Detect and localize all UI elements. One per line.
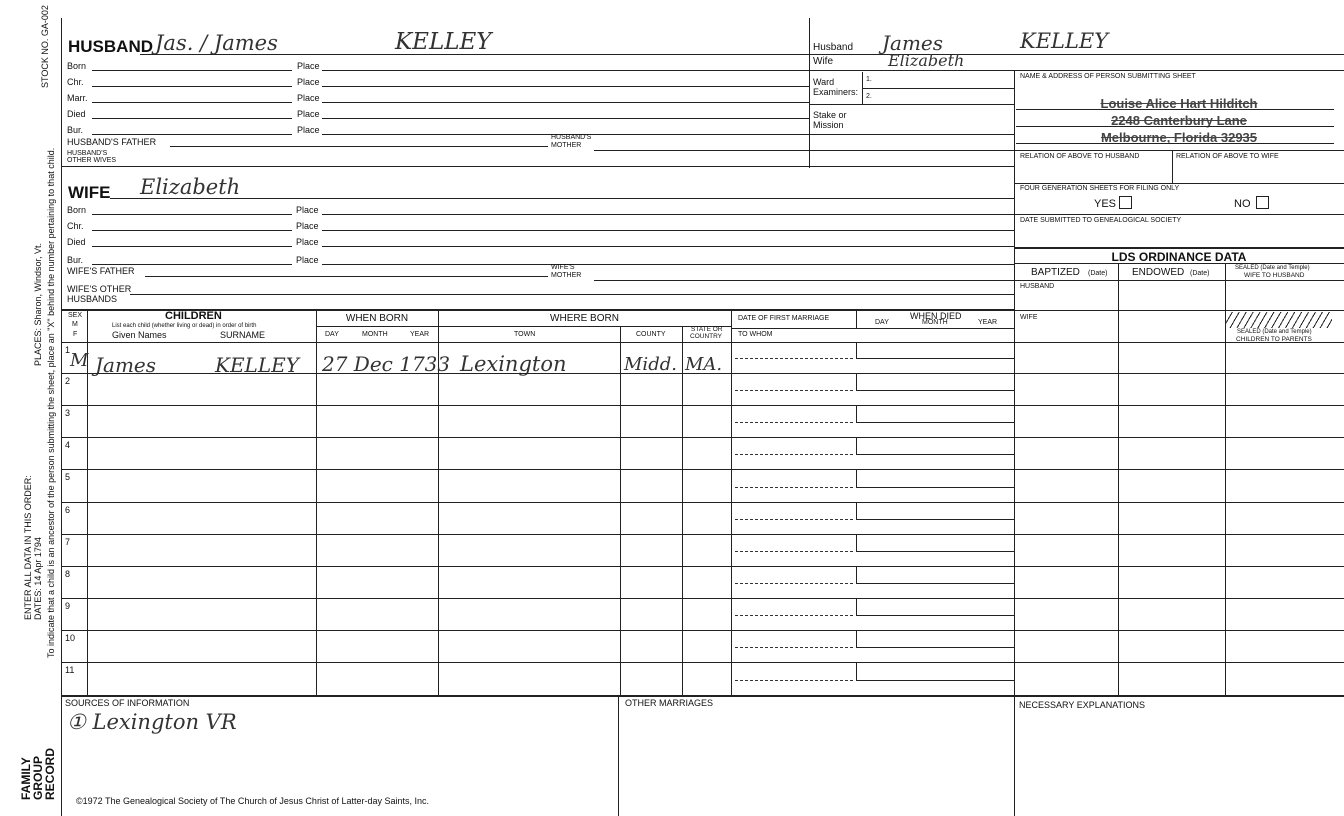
row-5-num: 5 — [65, 472, 71, 482]
husband-other-wives-label-2: OTHER WIVES — [67, 157, 117, 164]
wife-father-label: WIFE'S FATHER — [67, 266, 135, 276]
wife-bur-label: Bur. — [67, 255, 84, 265]
to-whom-label: TO WHOM — [738, 331, 773, 338]
died-month-label: MONTH — [922, 319, 948, 326]
right-panel-border — [1014, 70, 1015, 816]
where-born-label: WHERE BORN — [550, 313, 619, 324]
husband-bur-label: Bur. — [67, 125, 84, 135]
died-year-label: YEAR — [978, 319, 998, 326]
state-label-2: COUNTRY — [690, 333, 723, 340]
sealed-children-label-2: CHILDREN TO PARENTS — [1236, 336, 1312, 343]
row-3-num: 3 — [65, 408, 71, 418]
born-year-label: YEAR — [410, 331, 430, 338]
copyright: ©1972 The Genealogical Society of The Church of Jesus Christ of Latter-day Saints, Inc. — [76, 796, 429, 806]
wife-mother-label-1: WIFE'S — [551, 264, 575, 271]
husband-chr-place-label: Place — [297, 77, 320, 87]
group-label: GROUP — [31, 755, 45, 800]
row-8-num: 8 — [65, 569, 71, 579]
endowed-label: ENDOWED — [1132, 267, 1185, 278]
husband-mother-label-1: HUSBAND'S — [551, 134, 592, 141]
husband-mother-label-2: MOTHER — [551, 142, 582, 149]
husband-bur-place-label: Place — [297, 125, 320, 135]
other-marriages-label: OTHER MARRIAGES — [625, 698, 714, 708]
no-checkbox[interactable] — [1256, 196, 1269, 209]
lds-husband-label: HUSBAND — [1020, 283, 1055, 290]
tr-husband-surname: KELLEY — [1020, 29, 1109, 53]
relation-wife-label: RELATION OF ABOVE TO WIFE — [1176, 153, 1279, 160]
family-label: FAMILY — [19, 757, 33, 800]
husband-born-label: Born — [67, 61, 87, 71]
stock-number: STOCK NO. GA-002 — [40, 5, 50, 88]
source-entry: ① Lexington VR — [67, 710, 237, 734]
husband-marr-place-label: Place — [297, 93, 320, 103]
submitter-street: 2248 Canterbury Lane — [1111, 113, 1247, 128]
submitter-label: NAME & ADDRESS OF PERSON SUBMITTING SHEET — [1020, 73, 1196, 80]
wife-mother-label-2: MOTHER — [551, 272, 582, 279]
died-day-label: DAY — [875, 319, 889, 326]
stake-label-2: Mission — [813, 120, 844, 130]
sealed-hatch — [1226, 312, 1332, 328]
husband-died-label: Died — [67, 109, 86, 119]
stake-label-1: Stake or — [813, 110, 847, 120]
when-died-label: WHEN DIED — [910, 311, 962, 321]
row-1-num: 1 — [65, 345, 71, 355]
sex-label-2: M — [72, 321, 78, 328]
sex-label-1: SEX — [68, 312, 83, 319]
row-1-sex: M — [70, 350, 89, 371]
state-label-1: STATE OR — [691, 326, 723, 333]
row-11-num: 11 — [65, 665, 75, 675]
husband-other-wives-label-1: HUSBAND'S — [67, 150, 108, 157]
row-1-town: Lexington — [460, 352, 567, 376]
husband-surname: KELLEY — [395, 29, 492, 55]
husband-marr-label: Marr. — [67, 93, 88, 103]
first-marriage-label: DATE OF FIRST MARRIAGE — [738, 315, 830, 322]
sex-label-3: F — [73, 331, 78, 338]
wife-chr-label: Chr. — [67, 221, 84, 231]
husband-given: Jas. / James — [155, 31, 278, 55]
row-1-born: 27 Dec 1733 — [322, 352, 451, 376]
husband-died-place-label: Place — [297, 109, 320, 119]
yes-checkbox[interactable] — [1119, 196, 1132, 209]
wife-born-place-label: Place — [296, 205, 319, 215]
born-day-label: DAY — [325, 331, 339, 338]
row-10-num: 10 — [65, 633, 76, 643]
submitter-city: Melbourne, Florida 32935 — [1100, 130, 1258, 145]
tr-wife-value: Elizabeth — [888, 51, 965, 70]
lds-title: LDS ORDINANCE DATA — [1111, 250, 1247, 264]
endowed-date-label: (Date) — [1190, 270, 1210, 277]
date-submitted-label: DATE SUBMITTED TO GENEALOGICAL SOCIETY — [1020, 217, 1182, 224]
submitter-name: Louise Alice Hart Hilditch — [1100, 96, 1258, 111]
necessary-explanations-label: NECESSARY EXPLANATIONS — [1019, 700, 1146, 710]
wife-died-label: Died — [67, 237, 86, 247]
wife-bur-place-label: Place — [296, 255, 319, 265]
children-title: CHILDREN — [165, 310, 222, 322]
tr-husband-label: Husband — [813, 42, 854, 53]
row-9-num: 9 — [65, 601, 71, 611]
record-label: RECORD — [43, 747, 57, 800]
dates-order: DATES: 14 Apr 1794 — [33, 537, 43, 620]
wife-label: WIFE — [68, 183, 111, 202]
enter-order: ENTER ALL DATA IN THIS ORDER: — [23, 475, 33, 620]
no-label: NO — [1234, 198, 1251, 210]
wife-other-husbands-label-1: WIFE'S OTHER — [67, 284, 132, 294]
given-names-label: Given Names — [112, 330, 167, 340]
sealed-children-label-1: SEALED (Date and Temple) — [1237, 329, 1312, 335]
examiner-1: 1. — [866, 76, 872, 83]
ancestor-instruction: To indicate that a child is an ancestor of the person submitting the sheet, place an "X" behind the number pertaining to that child. — [46, 147, 56, 658]
born-month-label: MONTH — [362, 331, 388, 338]
row-2-num: 2 — [65, 376, 71, 386]
wife-died-place-label: Place — [296, 237, 319, 247]
lds-wife-label: WIFE — [1020, 314, 1038, 321]
husband-chr-label: Chr. — [67, 77, 84, 87]
county-label: COUNTY — [636, 331, 666, 338]
husband-label: HUSBAND — [68, 37, 153, 56]
examiner-2: 2. — [866, 93, 872, 100]
wife-given: Elizabeth — [140, 175, 241, 199]
sources-label: SOURCES OF INFORMATION — [65, 698, 190, 708]
baptized-date-label: (Date) — [1088, 270, 1108, 277]
tr-wife-label: Wife — [813, 56, 833, 67]
sealed-wife-label-2: WIFE TO HUSBAND — [1244, 272, 1305, 279]
husband-father-label: HUSBAND'S FATHER — [67, 137, 157, 147]
husband-born-place-label: Place — [297, 61, 320, 71]
places-order: PLACES: Sharon, Windsor, Vt. — [33, 242, 43, 366]
row-4-num: 4 — [65, 440, 71, 450]
wife-chr-place-label: Place — [296, 221, 319, 231]
surname-label: SURNAME — [220, 330, 266, 340]
row-1-state: MA. — [685, 354, 723, 375]
tr-husband-given: James — [882, 31, 944, 55]
when-born-label: WHEN BORN — [345, 313, 409, 324]
four-gen-label: FOUR GENERATION SHEETS FOR FILING ONLY — [1020, 185, 1180, 192]
husband-box-right-border — [809, 18, 810, 168]
baptized-label: BAPTIZED — [1031, 267, 1080, 278]
row-1-given: James — [95, 353, 157, 377]
row-1-surname: KELLEY — [215, 353, 299, 377]
row-1-county: Midd. — [624, 354, 677, 375]
yes-label: YES — [1094, 198, 1117, 210]
sealed-wife-label-1: SEALED (Date and Temple) — [1235, 265, 1310, 271]
town-label: TOWN — [514, 331, 536, 338]
ward-label: Ward — [813, 77, 835, 87]
row-6-num: 6 — [65, 505, 71, 515]
row-7-num: 7 — [65, 537, 71, 547]
examiners-label: Examiners: — [813, 87, 859, 97]
relation-husband-label: RELATION OF ABOVE TO HUSBAND — [1020, 153, 1140, 160]
children-instruction: List each child (whether living or dead) in order of birth — [112, 323, 257, 329]
wife-born-label: Born — [67, 205, 87, 215]
wife-other-husbands-label-2: HUSBANDS — [67, 294, 118, 304]
